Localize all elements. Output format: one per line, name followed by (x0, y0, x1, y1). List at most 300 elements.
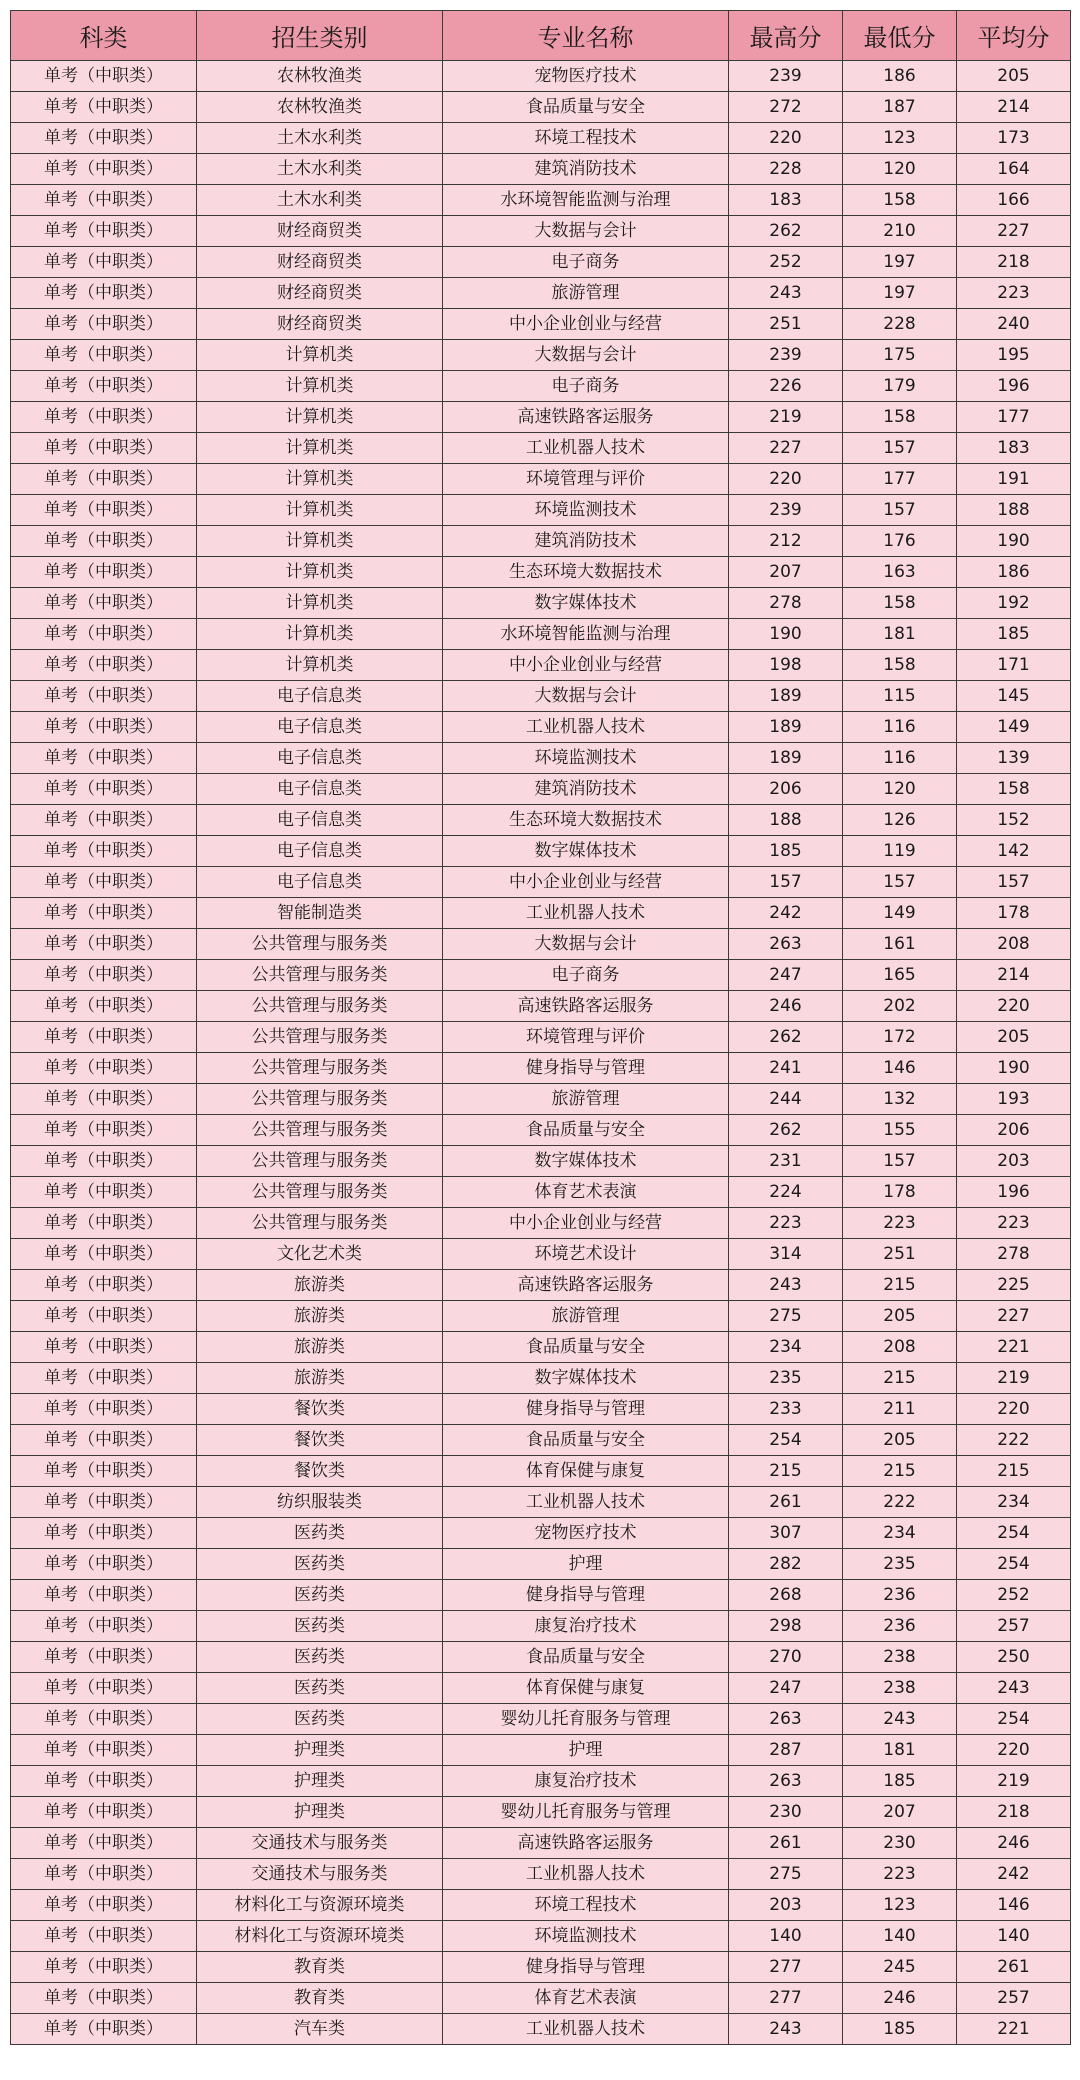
cell-enrollment-type: 护理类 (197, 1766, 443, 1797)
cell-enrollment-type: 电子信息类 (197, 867, 443, 898)
cell-category: 单考（中职类） (11, 309, 197, 340)
cell-major-name: 宠物医疗技术 (443, 1518, 729, 1549)
table-row (11, 1425, 1071, 1456)
cell-min-score: 177 (843, 464, 957, 495)
cell-avg-score: 193 (957, 1084, 1071, 1115)
cell-max-score: 252 (729, 247, 843, 278)
cell-max-score: 261 (729, 1828, 843, 1859)
cell-min-score: 186 (843, 61, 957, 92)
cell-major-name: 中小企业创业与经营 (443, 309, 729, 340)
cell-category: 单考（中职类） (11, 371, 197, 402)
cell-category: 单考（中职类） (11, 1394, 197, 1425)
cell-max-score: 275 (729, 1859, 843, 1890)
cell-enrollment-type: 汽车类 (197, 2014, 443, 2045)
cell-major-name: 工业机器人技术 (443, 1487, 729, 1518)
cell-avg-score: 190 (957, 1053, 1071, 1084)
cell-enrollment-type: 财经商贸类 (197, 278, 443, 309)
cell-enrollment-type: 财经商贸类 (197, 247, 443, 278)
cell-category: 单考（中职类） (11, 1952, 197, 1983)
cell-category: 单考（中职类） (11, 1177, 197, 1208)
cell-min-score: 157 (843, 495, 957, 526)
cell-max-score: 234 (729, 1332, 843, 1363)
cell-avg-score: 146 (957, 1890, 1071, 1921)
cell-min-score: 172 (843, 1022, 957, 1053)
cell-major-name: 食品质量与安全 (443, 1642, 729, 1673)
cell-major-name: 婴幼儿托育服务与管理 (443, 1704, 729, 1735)
table-row (11, 1828, 1071, 1859)
cell-major-name: 大数据与会计 (443, 929, 729, 960)
cell-avg-score: 191 (957, 464, 1071, 495)
cell-major-name: 婴幼儿托育服务与管理 (443, 1797, 729, 1828)
cell-major-name: 数字媒体技术 (443, 836, 729, 867)
table-row (11, 92, 1071, 123)
cell-max-score: 215 (729, 1456, 843, 1487)
cell-avg-score: 221 (957, 1332, 1071, 1363)
table-row (11, 1053, 1071, 1084)
cell-min-score: 158 (843, 402, 957, 433)
cell-category: 单考（中职类） (11, 464, 197, 495)
cell-avg-score: 227 (957, 216, 1071, 247)
cell-min-score: 187 (843, 92, 957, 123)
cell-avg-score: 185 (957, 619, 1071, 650)
cell-major-name: 工业机器人技术 (443, 433, 729, 464)
cell-max-score: 243 (729, 278, 843, 309)
cell-max-score: 244 (729, 1084, 843, 1115)
score-table (10, 10, 1071, 2045)
cell-enrollment-type: 计算机类 (197, 588, 443, 619)
cell-category: 单考（中职类） (11, 1735, 197, 1766)
table-row (11, 1890, 1071, 1921)
cell-major-name: 生态环境大数据技术 (443, 557, 729, 588)
cell-category: 单考（中职类） (11, 1301, 197, 1332)
cell-category: 单考（中职类） (11, 2014, 197, 2045)
cell-major-name: 高速铁路客运服务 (443, 402, 729, 433)
cell-major-name: 中小企业创业与经营 (443, 1208, 729, 1239)
cell-category: 单考（中职类） (11, 61, 197, 92)
cell-avg-score: 183 (957, 433, 1071, 464)
cell-category: 单考（中职类） (11, 1456, 197, 1487)
cell-major-name: 旅游管理 (443, 278, 729, 309)
cell-min-score: 181 (843, 619, 957, 650)
table-row (11, 526, 1071, 557)
cell-category: 单考（中职类） (11, 1704, 197, 1735)
cell-category: 单考（中职类） (11, 1084, 197, 1115)
cell-category: 单考（中职类） (11, 805, 197, 836)
cell-avg-score: 164 (957, 154, 1071, 185)
cell-avg-score: 227 (957, 1301, 1071, 1332)
table-header (11, 11, 1071, 61)
cell-major-name: 健身指导与管理 (443, 1952, 729, 1983)
cell-category: 单考（中职类） (11, 960, 197, 991)
cell-min-score: 176 (843, 526, 957, 557)
cell-min-score: 155 (843, 1115, 957, 1146)
cell-min-score: 115 (843, 681, 957, 712)
table-row (11, 402, 1071, 433)
cell-category: 单考（中职类） (11, 92, 197, 123)
cell-avg-score: 257 (957, 1611, 1071, 1642)
cell-major-name: 中小企业创业与经营 (443, 867, 729, 898)
cell-avg-score: 254 (957, 1518, 1071, 1549)
cell-enrollment-type: 电子信息类 (197, 743, 443, 774)
cell-category: 单考（中职类） (11, 278, 197, 309)
cell-enrollment-type: 电子信息类 (197, 836, 443, 867)
cell-category: 单考（中职类） (11, 1983, 197, 2014)
cell-max-score: 247 (729, 1673, 843, 1704)
cell-min-score: 120 (843, 154, 957, 185)
cell-major-name: 体育艺术表演 (443, 1983, 729, 2014)
cell-enrollment-type: 餐饮类 (197, 1425, 443, 1456)
cell-enrollment-type: 餐饮类 (197, 1456, 443, 1487)
cell-enrollment-type: 医药类 (197, 1642, 443, 1673)
cell-enrollment-type: 教育类 (197, 1952, 443, 1983)
cell-avg-score: 222 (957, 1425, 1071, 1456)
cell-enrollment-type: 旅游类 (197, 1363, 443, 1394)
cell-major-name: 食品质量与安全 (443, 92, 729, 123)
cell-enrollment-type: 餐饮类 (197, 1394, 443, 1425)
cell-enrollment-type: 土木水利类 (197, 154, 443, 185)
cell-category: 单考（中职类） (11, 1859, 197, 1890)
cell-major-name: 环境监测技术 (443, 1921, 729, 1952)
cell-enrollment-type: 公共管理与服务类 (197, 929, 443, 960)
table-row (11, 557, 1071, 588)
cell-major-name: 建筑消防技术 (443, 774, 729, 805)
cell-min-score: 211 (843, 1394, 957, 1425)
table-row (11, 1549, 1071, 1580)
table-row (11, 1797, 1071, 1828)
cell-min-score: 119 (843, 836, 957, 867)
cell-min-score: 207 (843, 1797, 957, 1828)
cell-category: 单考（中职类） (11, 743, 197, 774)
cell-major-name: 康复治疗技术 (443, 1611, 729, 1642)
cell-max-score: 235 (729, 1363, 843, 1394)
cell-category: 单考（中职类） (11, 340, 197, 371)
cell-category: 单考（中职类） (11, 929, 197, 960)
cell-max-score: 231 (729, 1146, 843, 1177)
table-row (11, 960, 1071, 991)
cell-avg-score: 208 (957, 929, 1071, 960)
cell-category: 单考（中职类） (11, 557, 197, 588)
header-min-score: 最低分 (843, 11, 957, 61)
cell-enrollment-type: 护理类 (197, 1797, 443, 1828)
cell-enrollment-type: 土木水利类 (197, 185, 443, 216)
cell-enrollment-type: 文化艺术类 (197, 1239, 443, 1270)
cell-avg-score: 205 (957, 61, 1071, 92)
cell-enrollment-type: 农林牧渔类 (197, 61, 443, 92)
cell-max-score: 239 (729, 495, 843, 526)
table-row (11, 1518, 1071, 1549)
cell-min-score: 228 (843, 309, 957, 340)
cell-enrollment-type: 公共管理与服务类 (197, 1053, 443, 1084)
cell-avg-score: 261 (957, 1952, 1071, 1983)
cell-avg-score: 206 (957, 1115, 1071, 1146)
cell-min-score: 238 (843, 1642, 957, 1673)
table-row (11, 1301, 1071, 1332)
cell-max-score: 220 (729, 464, 843, 495)
cell-avg-score: 234 (957, 1487, 1071, 1518)
cell-max-score: 298 (729, 1611, 843, 1642)
cell-avg-score: 215 (957, 1456, 1071, 1487)
cell-min-score: 222 (843, 1487, 957, 1518)
cell-category: 单考（中职类） (11, 898, 197, 929)
table-row (11, 1332, 1071, 1363)
cell-avg-score: 195 (957, 340, 1071, 371)
cell-major-name: 电子商务 (443, 371, 729, 402)
table-row (11, 1270, 1071, 1301)
cell-max-score: 183 (729, 185, 843, 216)
cell-category: 单考（中职类） (11, 1115, 197, 1146)
cell-min-score: 157 (843, 1146, 957, 1177)
cell-max-score: 263 (729, 929, 843, 960)
cell-major-name: 电子商务 (443, 247, 729, 278)
cell-max-score: 233 (729, 1394, 843, 1425)
cell-max-score: 278 (729, 588, 843, 619)
header-category: 科类 (11, 11, 197, 61)
cell-enrollment-type: 旅游类 (197, 1332, 443, 1363)
cell-min-score: 215 (843, 1363, 957, 1394)
cell-min-score: 163 (843, 557, 957, 588)
cell-major-name: 环境工程技术 (443, 123, 729, 154)
cell-major-name: 建筑消防技术 (443, 526, 729, 557)
cell-min-score: 215 (843, 1270, 957, 1301)
cell-max-score: 242 (729, 898, 843, 929)
cell-category: 单考（中职类） (11, 1208, 197, 1239)
cell-min-score: 157 (843, 867, 957, 898)
cell-max-score: 243 (729, 1270, 843, 1301)
cell-min-score: 158 (843, 650, 957, 681)
cell-major-name: 数字媒体技术 (443, 588, 729, 619)
cell-enrollment-type: 公共管理与服务类 (197, 1177, 443, 1208)
cell-avg-score: 257 (957, 1983, 1071, 2014)
cell-max-score: 241 (729, 1053, 843, 1084)
cell-max-score: 223 (729, 1208, 843, 1239)
cell-min-score: 185 (843, 2014, 957, 2045)
table-row (11, 991, 1071, 1022)
cell-avg-score: 242 (957, 1859, 1071, 1890)
cell-major-name: 高速铁路客运服务 (443, 1270, 729, 1301)
cell-category: 单考（中职类） (11, 619, 197, 650)
cell-enrollment-type: 财经商贸类 (197, 309, 443, 340)
header-max-score: 最高分 (729, 11, 843, 61)
cell-min-score: 123 (843, 123, 957, 154)
table-row (11, 278, 1071, 309)
cell-enrollment-type: 财经商贸类 (197, 216, 443, 247)
cell-avg-score: 158 (957, 774, 1071, 805)
table-body (11, 61, 1071, 2045)
cell-avg-score: 252 (957, 1580, 1071, 1611)
cell-max-score: 190 (729, 619, 843, 650)
cell-enrollment-type: 公共管理与服务类 (197, 1084, 443, 1115)
cell-enrollment-type: 计算机类 (197, 371, 443, 402)
table-row (11, 929, 1071, 960)
cell-enrollment-type: 公共管理与服务类 (197, 1146, 443, 1177)
cell-max-score: 247 (729, 960, 843, 991)
cell-category: 单考（中职类） (11, 867, 197, 898)
cell-enrollment-type: 纺织服装类 (197, 1487, 443, 1518)
header-major-name: 专业名称 (443, 11, 729, 61)
cell-major-name: 健身指导与管理 (443, 1053, 729, 1084)
cell-category: 单考（中职类） (11, 1921, 197, 1952)
table-row (11, 1208, 1071, 1239)
table-row (11, 1952, 1071, 1983)
cell-enrollment-type: 材料化工与资源环境类 (197, 1921, 443, 1952)
cell-enrollment-type: 旅游类 (197, 1270, 443, 1301)
cell-max-score: 188 (729, 805, 843, 836)
table-row (11, 1580, 1071, 1611)
cell-avg-score: 157 (957, 867, 1071, 898)
cell-avg-score: 220 (957, 991, 1071, 1022)
cell-avg-score: 196 (957, 1177, 1071, 1208)
cell-min-score: 140 (843, 1921, 957, 1952)
cell-major-name: 宠物医疗技术 (443, 61, 729, 92)
cell-category: 单考（中职类） (11, 1022, 197, 1053)
cell-category: 单考（中职类） (11, 991, 197, 1022)
cell-major-name: 环境工程技术 (443, 1890, 729, 1921)
table-row (11, 588, 1071, 619)
cell-min-score: 205 (843, 1301, 957, 1332)
cell-category: 单考（中职类） (11, 1890, 197, 1921)
cell-avg-score: 149 (957, 712, 1071, 743)
table-row (11, 61, 1071, 92)
cell-enrollment-type: 医药类 (197, 1518, 443, 1549)
cell-avg-score: 205 (957, 1022, 1071, 1053)
cell-min-score: 120 (843, 774, 957, 805)
cell-min-score: 185 (843, 1766, 957, 1797)
cell-category: 单考（中职类） (11, 1332, 197, 1363)
cell-category: 单考（中职类） (11, 650, 197, 681)
table-row (11, 1704, 1071, 1735)
cell-enrollment-type: 材料化工与资源环境类 (197, 1890, 443, 1921)
cell-major-name: 工业机器人技术 (443, 1859, 729, 1890)
table-row (11, 898, 1071, 929)
cell-major-name: 工业机器人技术 (443, 712, 729, 743)
cell-enrollment-type: 医药类 (197, 1611, 443, 1642)
cell-max-score: 262 (729, 1115, 843, 1146)
cell-max-score: 212 (729, 526, 843, 557)
table-row (11, 309, 1071, 340)
cell-max-score: 263 (729, 1766, 843, 1797)
cell-avg-score: 220 (957, 1394, 1071, 1425)
cell-min-score: 157 (843, 433, 957, 464)
cell-enrollment-type: 计算机类 (197, 619, 443, 650)
cell-category: 单考（中职类） (11, 712, 197, 743)
cell-major-name: 旅游管理 (443, 1084, 729, 1115)
cell-max-score: 272 (729, 92, 843, 123)
cell-avg-score: 243 (957, 1673, 1071, 1704)
cell-major-name: 建筑消防技术 (443, 154, 729, 185)
cell-category: 单考（中职类） (11, 402, 197, 433)
table-row (11, 1766, 1071, 1797)
cell-major-name: 食品质量与安全 (443, 1115, 729, 1146)
cell-category: 单考（中职类） (11, 216, 197, 247)
cell-avg-score: 196 (957, 371, 1071, 402)
cell-avg-score: 240 (957, 309, 1071, 340)
cell-major-name: 环境监测技术 (443, 743, 729, 774)
cell-category: 单考（中职类） (11, 1797, 197, 1828)
cell-major-name: 食品质量与安全 (443, 1425, 729, 1456)
cell-min-score: 210 (843, 216, 957, 247)
cell-major-name: 中小企业创业与经营 (443, 650, 729, 681)
table-row (11, 1022, 1071, 1053)
cell-category: 单考（中职类） (11, 774, 197, 805)
table-row (11, 2014, 1071, 2045)
cell-min-score: 179 (843, 371, 957, 402)
cell-category: 单考（中职类） (11, 1053, 197, 1084)
cell-avg-score: 139 (957, 743, 1071, 774)
cell-enrollment-type: 公共管理与服务类 (197, 960, 443, 991)
cell-max-score: 268 (729, 1580, 843, 1611)
cell-category: 单考（中职类） (11, 588, 197, 619)
cell-max-score: 314 (729, 1239, 843, 1270)
cell-max-score: 224 (729, 1177, 843, 1208)
header-avg-score: 平均分 (957, 11, 1071, 61)
cell-min-score: 126 (843, 805, 957, 836)
cell-category: 单考（中职类） (11, 1766, 197, 1797)
cell-min-score: 236 (843, 1611, 957, 1642)
cell-avg-score: 278 (957, 1239, 1071, 1270)
cell-min-score: 243 (843, 1704, 957, 1735)
cell-enrollment-type: 医药类 (197, 1704, 443, 1735)
cell-avg-score: 188 (957, 495, 1071, 526)
cell-min-score: 215 (843, 1456, 957, 1487)
cell-enrollment-type: 交通技术与服务类 (197, 1859, 443, 1890)
cell-min-score: 234 (843, 1518, 957, 1549)
cell-avg-score: 186 (957, 557, 1071, 588)
cell-max-score: 239 (729, 340, 843, 371)
cell-enrollment-type: 计算机类 (197, 340, 443, 371)
table-row (11, 1611, 1071, 1642)
cell-major-name: 高速铁路客运服务 (443, 991, 729, 1022)
cell-major-name: 工业机器人技术 (443, 2014, 729, 2045)
cell-min-score: 158 (843, 185, 957, 216)
cell-major-name: 水环境智能监测与治理 (443, 185, 729, 216)
cell-min-score: 116 (843, 743, 957, 774)
cell-max-score: 198 (729, 650, 843, 681)
cell-min-score: 246 (843, 1983, 957, 2014)
table-row (11, 123, 1071, 154)
cell-avg-score: 178 (957, 898, 1071, 929)
cell-category: 单考（中职类） (11, 1642, 197, 1673)
cell-enrollment-type: 医药类 (197, 1673, 443, 1704)
cell-min-score: 149 (843, 898, 957, 929)
table-row (11, 681, 1071, 712)
cell-avg-score: 145 (957, 681, 1071, 712)
cell-min-score: 202 (843, 991, 957, 1022)
cell-category: 单考（中职类） (11, 1363, 197, 1394)
cell-enrollment-type: 计算机类 (197, 402, 443, 433)
cell-major-name: 数字媒体技术 (443, 1363, 729, 1394)
cell-major-name: 康复治疗技术 (443, 1766, 729, 1797)
cell-avg-score: 177 (957, 402, 1071, 433)
cell-major-name: 工业机器人技术 (443, 898, 729, 929)
cell-major-name: 数字媒体技术 (443, 1146, 729, 1177)
cell-category: 单考（中职类） (11, 433, 197, 464)
table-row (11, 1115, 1071, 1146)
cell-enrollment-type: 医药类 (197, 1580, 443, 1611)
cell-avg-score: 219 (957, 1363, 1071, 1394)
cell-enrollment-type: 计算机类 (197, 464, 443, 495)
table-row (11, 1921, 1071, 1952)
cell-avg-score: 173 (957, 123, 1071, 154)
cell-major-name: 环境监测技术 (443, 495, 729, 526)
cell-avg-score: 218 (957, 247, 1071, 278)
cell-max-score: 254 (729, 1425, 843, 1456)
cell-major-name: 护理 (443, 1735, 729, 1766)
cell-min-score: 146 (843, 1053, 957, 1084)
cell-max-score: 287 (729, 1735, 843, 1766)
cell-enrollment-type: 交通技术与服务类 (197, 1828, 443, 1859)
cell-max-score: 206 (729, 774, 843, 805)
table-row (11, 867, 1071, 898)
